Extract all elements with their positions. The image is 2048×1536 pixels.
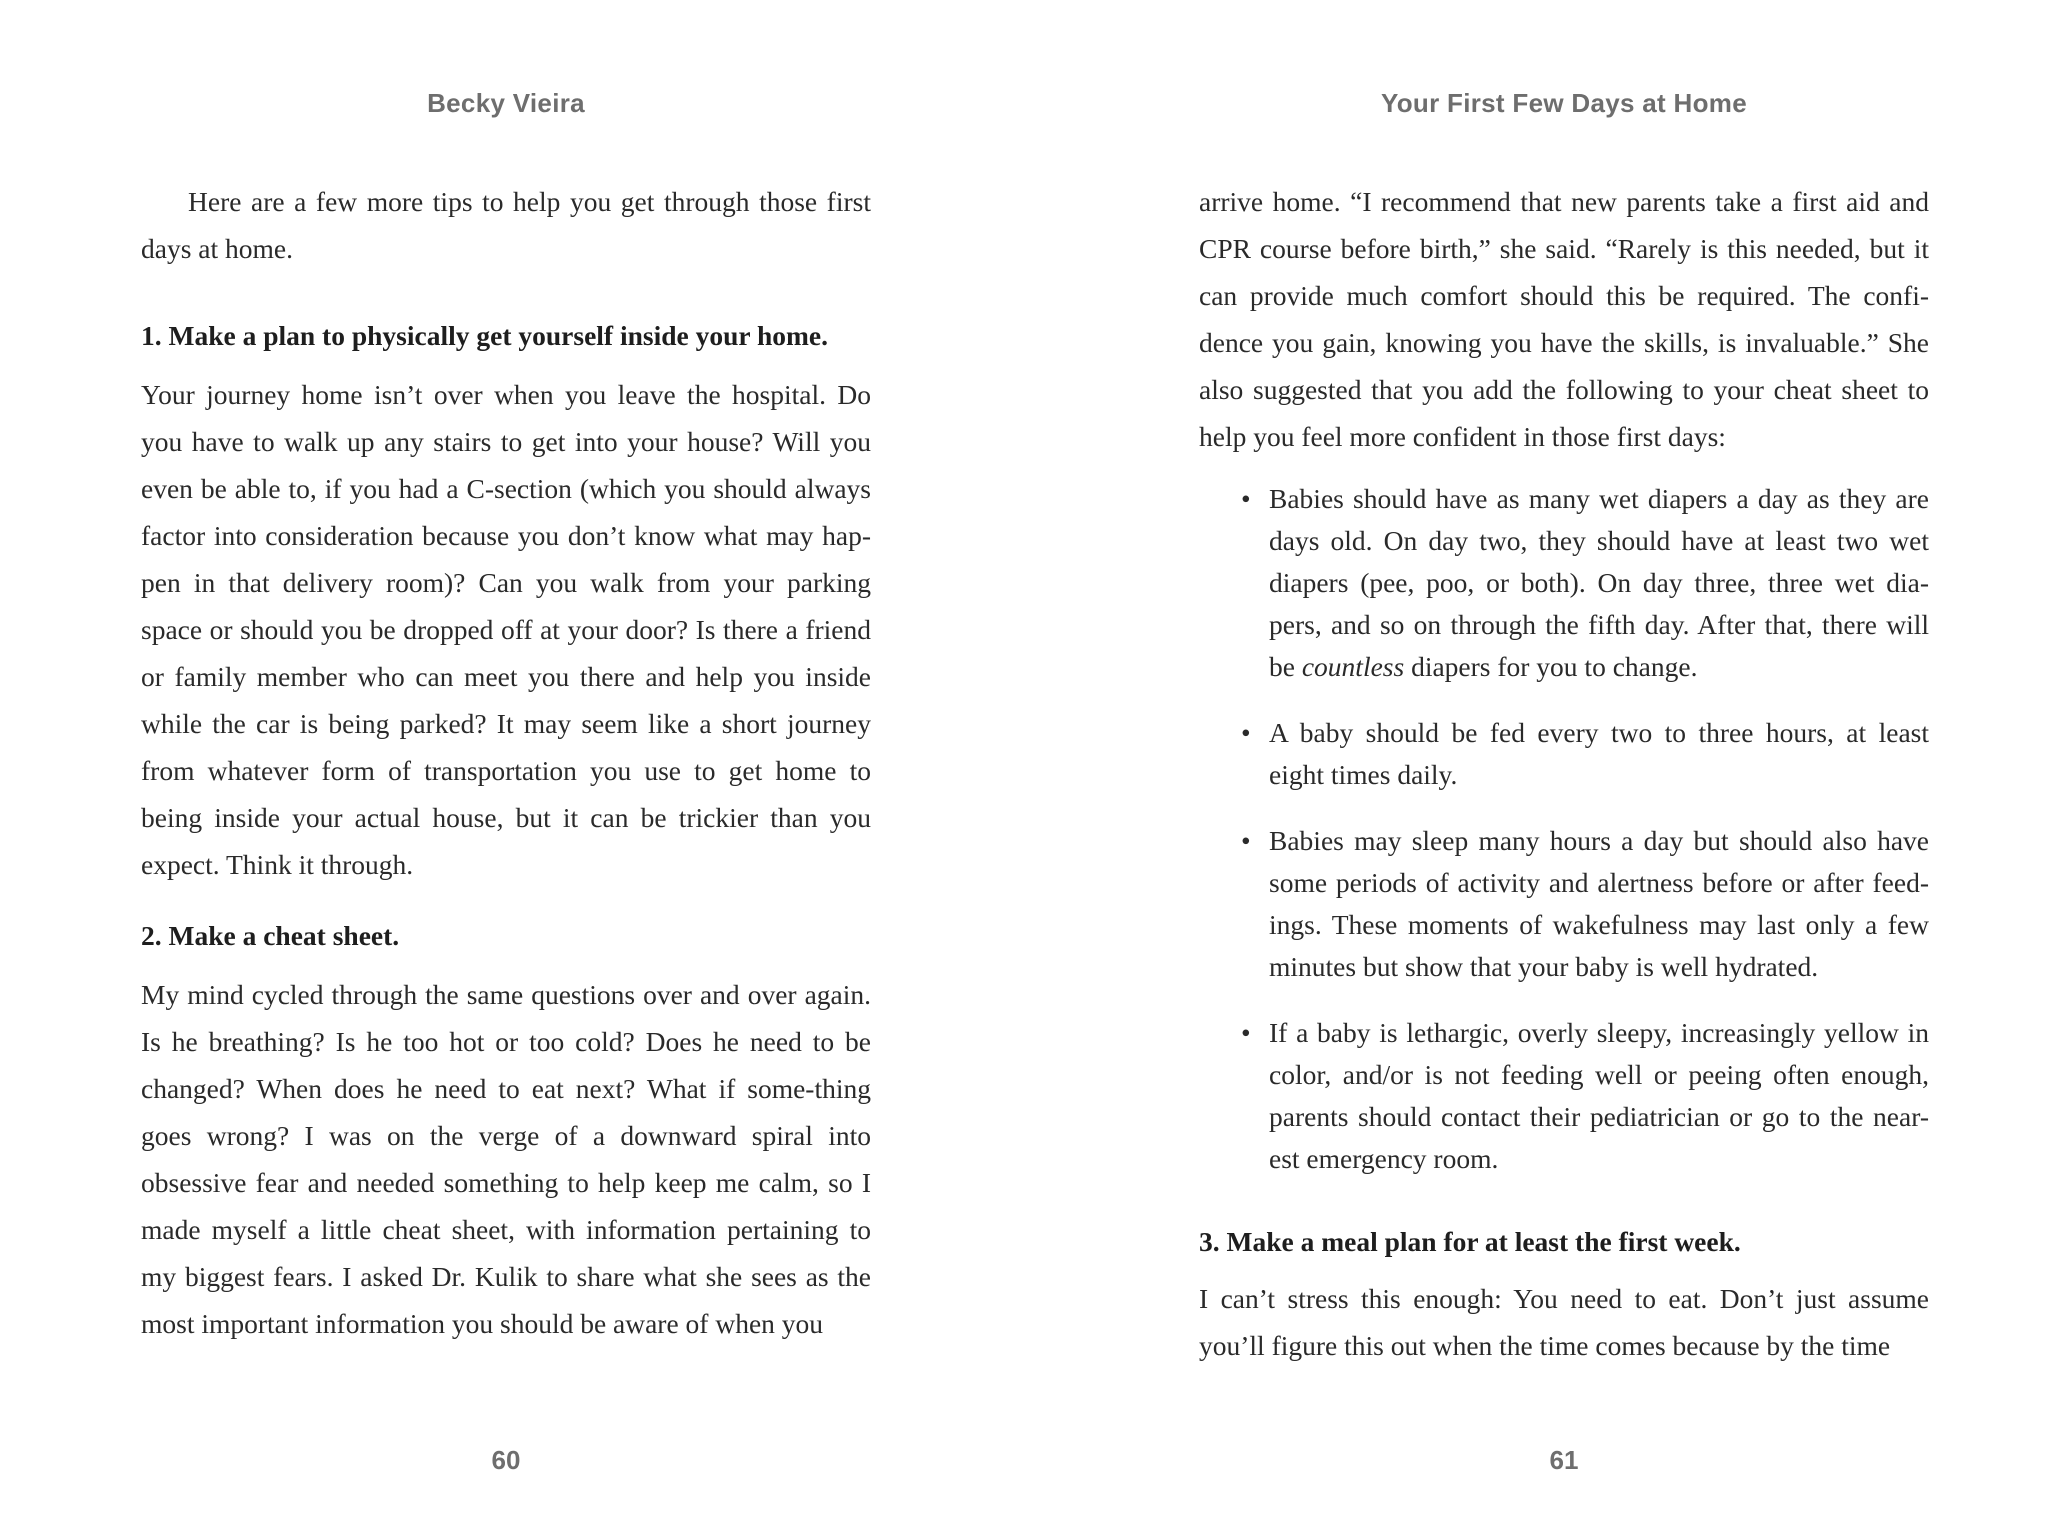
bullet-icon: • [1241, 717, 1251, 748]
right-page [1199, 0, 1929, 1536]
list-item: • Babies may sleep many hours a day but should also have some periods of activity and alertness before or after feed-ings. These moments of wakefulness may last only a few minutes but show that your baby is well hydrated. [1269, 820, 1929, 988]
list-item: • If a baby is lethargic, overly sleepy, increasingly yellow in color, and/or is not feeding well or peeing often enough, parents should contact their pediatrician or go to the near-est emergency room. [1269, 1012, 1929, 1180]
left-page [141, 0, 871, 1536]
bullet-icon: • [1241, 1017, 1251, 1048]
page-number-right: 61 [1549, 1445, 1579, 1475]
bullet-icon: • [1241, 825, 1251, 856]
section-3-paragraph: I can’t stress this enough: You need to eat. Don’t just assume you’ll figure this out when the time comes because by the time [1199, 1283, 1929, 1361]
section-2-paragraph: My mind cycled through the same questions over and over again. Is he breathing? Is he too hot or too cold? Does he need to be changed? When does he need to eat next? What if some-thing goes wrong? I was on the verge of a downward spiral into obsessive fear and needed something to help keep me calm, so I made myself a little cheat sheet, with information pertaining to my biggest fears. I asked Dr. Kulik to share what she sees as the most important information you should be aware of when you [141, 979, 871, 1339]
emphasis-text: countless [1301, 651, 1405, 682]
continuation-paragraph: arrive home. “I recommend that new parents take a first aid and CPR course before birth,” she said. “Rarely is this needed, but it can provide much comfort should this be required. The confi-dence you gain, knowing you have the skills, is invaluable.” She also suggested that you add the following to your cheat sheet to help you feel more confident in those first days: [1199, 186, 1929, 452]
section-1-heading: 1. Make a plan to physically get yourself inside your home. [141, 320, 829, 351]
running-head-chapter: Your First Few Days at Home [1381, 88, 1747, 118]
section-3-heading: 3. Make a meal plan for at least the first week. [1199, 1226, 1741, 1257]
list-item: • Babies should have as many wet diapers a day as they are days old. On day two, they should have at least two wet diapers (pee, poo, or both). On day three, three wet dia-pers, and so on through the fifth day. After that, there will be countless diapers for you to change. [1269, 478, 1929, 688]
list-item: • A baby should be fed every two to three hours, at least eight times daily. [1269, 712, 1929, 796]
right-page-body [1199, 178, 1929, 1369]
page-number-left: 60 [491, 1445, 521, 1475]
section-1-paragraph: Your journey home isn’t over when you leave the hospital. Do you have to walk up any stairs to get into your house? Will you even be able to, if you had a C-section (which you should always factor into consideration because you don’t know what may hap-pen in that delivery room)? Can you walk from your parking space or should you be dropped off at your door? Is there a friend or family member who can meet you there and help you inside while the car is being parked? It may seem like a short journey from whatever form of transportation you use to get home to being inside your actual house, but it can be trickier than you expect. Think it through. [141, 379, 871, 880]
section-2-heading: 2. Make a cheat sheet. [141, 920, 400, 951]
bullet-icon: • [1241, 483, 1251, 514]
left-page-body [141, 178, 871, 1347]
running-head-author: Becky Vieira [427, 88, 585, 118]
intro-paragraph: Here are a few more tips to help you get through those first days at home. [141, 186, 871, 264]
cheat-sheet-list [1199, 478, 1929, 1180]
